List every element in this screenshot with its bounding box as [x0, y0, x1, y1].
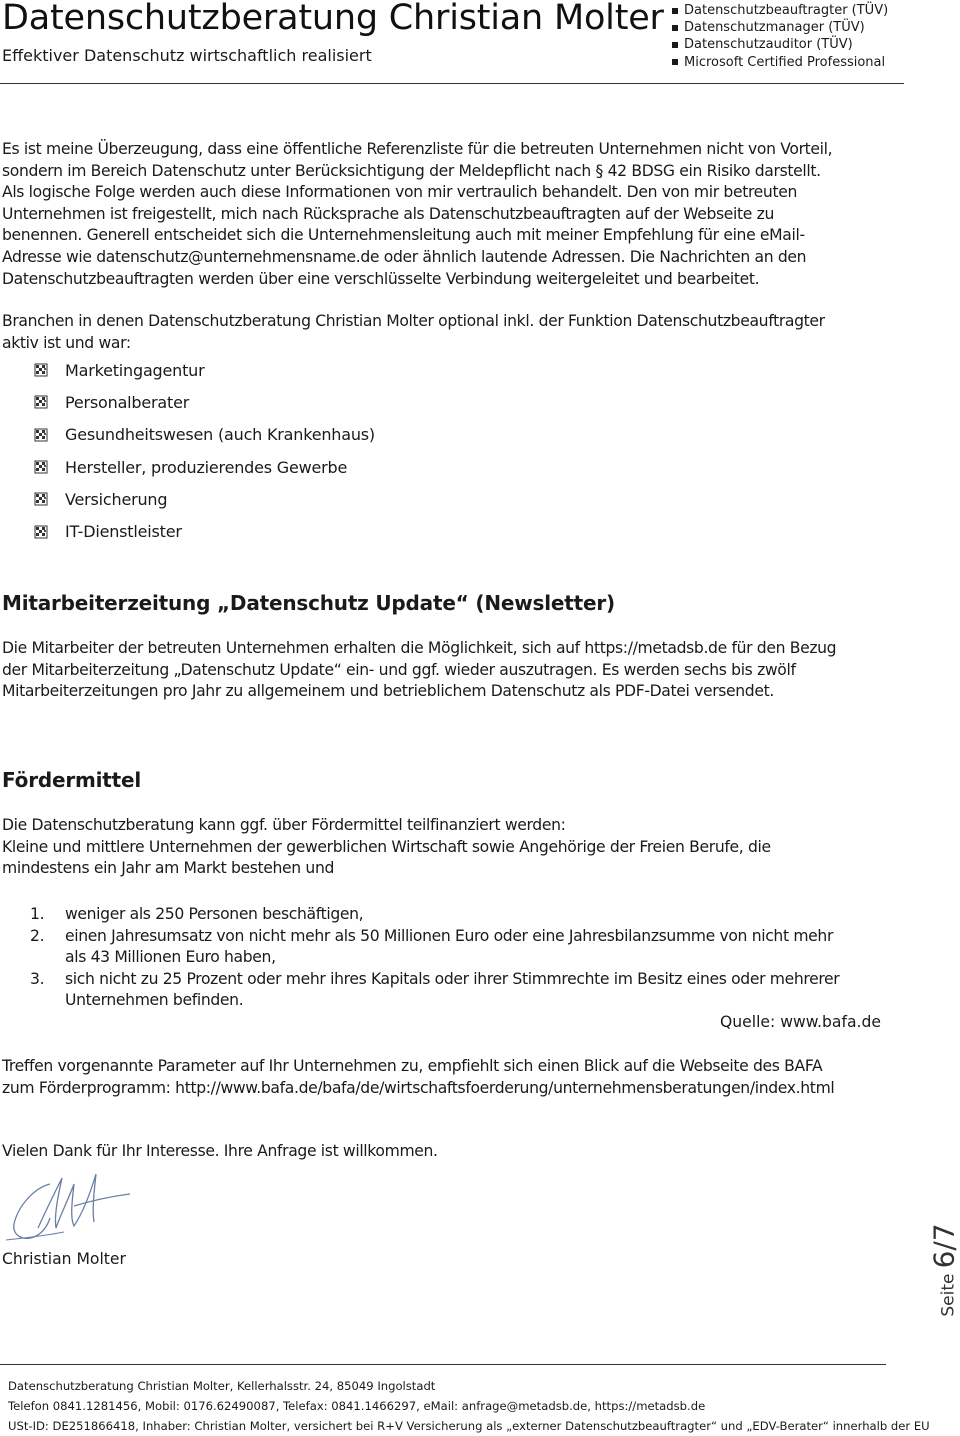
- branches-intro: Branchen in denen Datenschutzberatung Christian Molter optional inkl. der Funktion Datenschutzbeauftragter aktiv ist und war:: [2, 312, 825, 352]
- checkered-bullet-icon: [34, 525, 48, 539]
- funding-heading: Fördermittel: [2, 768, 142, 792]
- intro-paragraph: Es ist meine Überzeugung, dass eine öffentliche Referenzliste für die betreuten Unternehmen nicht von Vorteil, sondern im Bereich Datenschutz unter Berücksichtigung der Meldepflicht nach § 42 BDSG ein Risiko darstellt. Als logische Folge werden auch diese Informationen von mir vertraulich behandelt. Den von mir betreuten Unternehmen ist freigestellt, mich nach Rücksprache als Datenschutzbeauftragten auf der Webseite zu benennen. Generell entscheidet sich die Unternehmensleitung auch mit meiner Empfehlung für eine eMail- Adresse wie datenschutz@unternehmensname.de oder ähnlich lautende Adressen. Die Nachrichten an den Datenschutzbeauftragten werden über eine verschlüsselte Verbindung weitergeleitet und bearbeitet.: [2, 140, 833, 288]
- list-item: Hersteller, produzierendes Gewerbe: [34, 451, 375, 483]
- funding-outro: Treffen vorgenannte Parameter auf Ihr Unternehmen zu, empfiehlt sich einen Blick auf die Webseite des BAFA zum Förderprogramm: http://www.bafa.de/bafa/de/wirtschaftsfoerderung/unternehmensberatungen/index.html: [2, 1057, 835, 1097]
- qualification-item: Datenschutzmanager (TÜV): [672, 19, 888, 36]
- footer: Datenschutzberatung Christian Molter, Kellerhalsstr. 24, 85049 Ingolstadt Telefon 0841.1281456, Mobil: 0176.62490087, Telefax: 0841.1466297, eMail: anfrage@metadsb.de, https://metadsb.de USt-ID: DE251866418, Inhaber: Christian Molter, versichert bei R+V Versicherung als „externer Datenschutzbeauftragter“ und „EDV-Berater“ innerhalb der EU: [8, 1379, 930, 1433]
- square-bullet-icon: [672, 8, 678, 14]
- list-item: Versicherung: [34, 483, 375, 515]
- closing-thanks: Vielen Dank für Ihr Interesse. Ihre Anfrage ist willkommen.: [2, 1142, 438, 1160]
- qualification-list: [672, 2, 888, 71]
- square-bullet-icon: [672, 59, 678, 65]
- list-item: 3. sich nicht zu 25 Prozent oder mehr ihres Kapitals oder ihrer Stimmrechte im Besitz eines oder mehrerer Unternehmen befinden.: [30, 969, 840, 1010]
- page-subtitle: Effektiver Datenschutz wirtschaftlich realisiert: [2, 46, 372, 65]
- footer-divider: [0, 1364, 886, 1365]
- page-title: Datenschutzberatung Christian Molter: [2, 0, 664, 38]
- page-number: Seite 6/7: [927, 1223, 960, 1317]
- list-item: Gesundheitswesen (auch Krankenhaus): [34, 419, 375, 451]
- square-bullet-icon: [672, 25, 678, 31]
- qualification-item: Datenschutzauditor (TÜV): [672, 36, 888, 53]
- funding-paragraph: Die Datenschutzberatung kann ggf. über Fördermittel teilfinanziert werden: Kleine und mittlere Unternehmen der gewerblichen Wirtschaft sowie Angehörige der Freien Berufe, die mindestens ein Jahr am Markt bestehen und: [2, 816, 771, 878]
- checkered-bullet-icon: [34, 460, 48, 474]
- newsletter-paragraph: Die Mitarbeiter der betreuten Unternehmen erhalten die Möglichkeit, sich auf https://metadsb.de für den Bezug der Mitarbeiterzeitung „Datenschutz Update“ ein- und ggf. wieder auszutragen. Es werden sechs bis zwölf Mitarbeiterzeitungen pro Jahr zu allgemeinem und betrieblichem Datenschutz als PDF-Datei versendet.: [2, 639, 837, 701]
- signature-name: Christian Molter: [2, 1250, 126, 1268]
- checkered-bullet-icon: [34, 428, 48, 442]
- branches-list: [34, 354, 375, 548]
- newsletter-heading: Mitarbeiterzeitung „Datenschutz Update“ (Newsletter): [2, 591, 615, 615]
- funding-conditions-list: [30, 904, 839, 1012]
- signature-image: [4, 1166, 134, 1248]
- header-divider: [0, 83, 904, 84]
- list-item: Marketingagentur: [34, 354, 375, 386]
- source-reference: Quelle: www.bafa.de: [720, 1013, 881, 1031]
- list-item: 2. einen Jahresumsatz von nicht mehr als 50 Millionen Euro oder eine Jahresbilanzsumme von nicht mehr als 43 Millionen Euro haben,: [30, 926, 834, 967]
- square-bullet-icon: [672, 42, 678, 48]
- qualification-item: Datenschutzbeauftragter (TÜV): [672, 2, 888, 19]
- list-item: 1. weniger als 250 Personen beschäftigen,: [30, 905, 364, 923]
- qualification-item: Microsoft Certified Professional: [672, 54, 888, 71]
- checkered-bullet-icon: [34, 395, 48, 409]
- checkered-bullet-icon: [34, 363, 48, 377]
- list-item: Personalberater: [34, 386, 375, 418]
- list-item: IT-Dienstleister: [34, 515, 375, 547]
- checkered-bullet-icon: [34, 492, 48, 506]
